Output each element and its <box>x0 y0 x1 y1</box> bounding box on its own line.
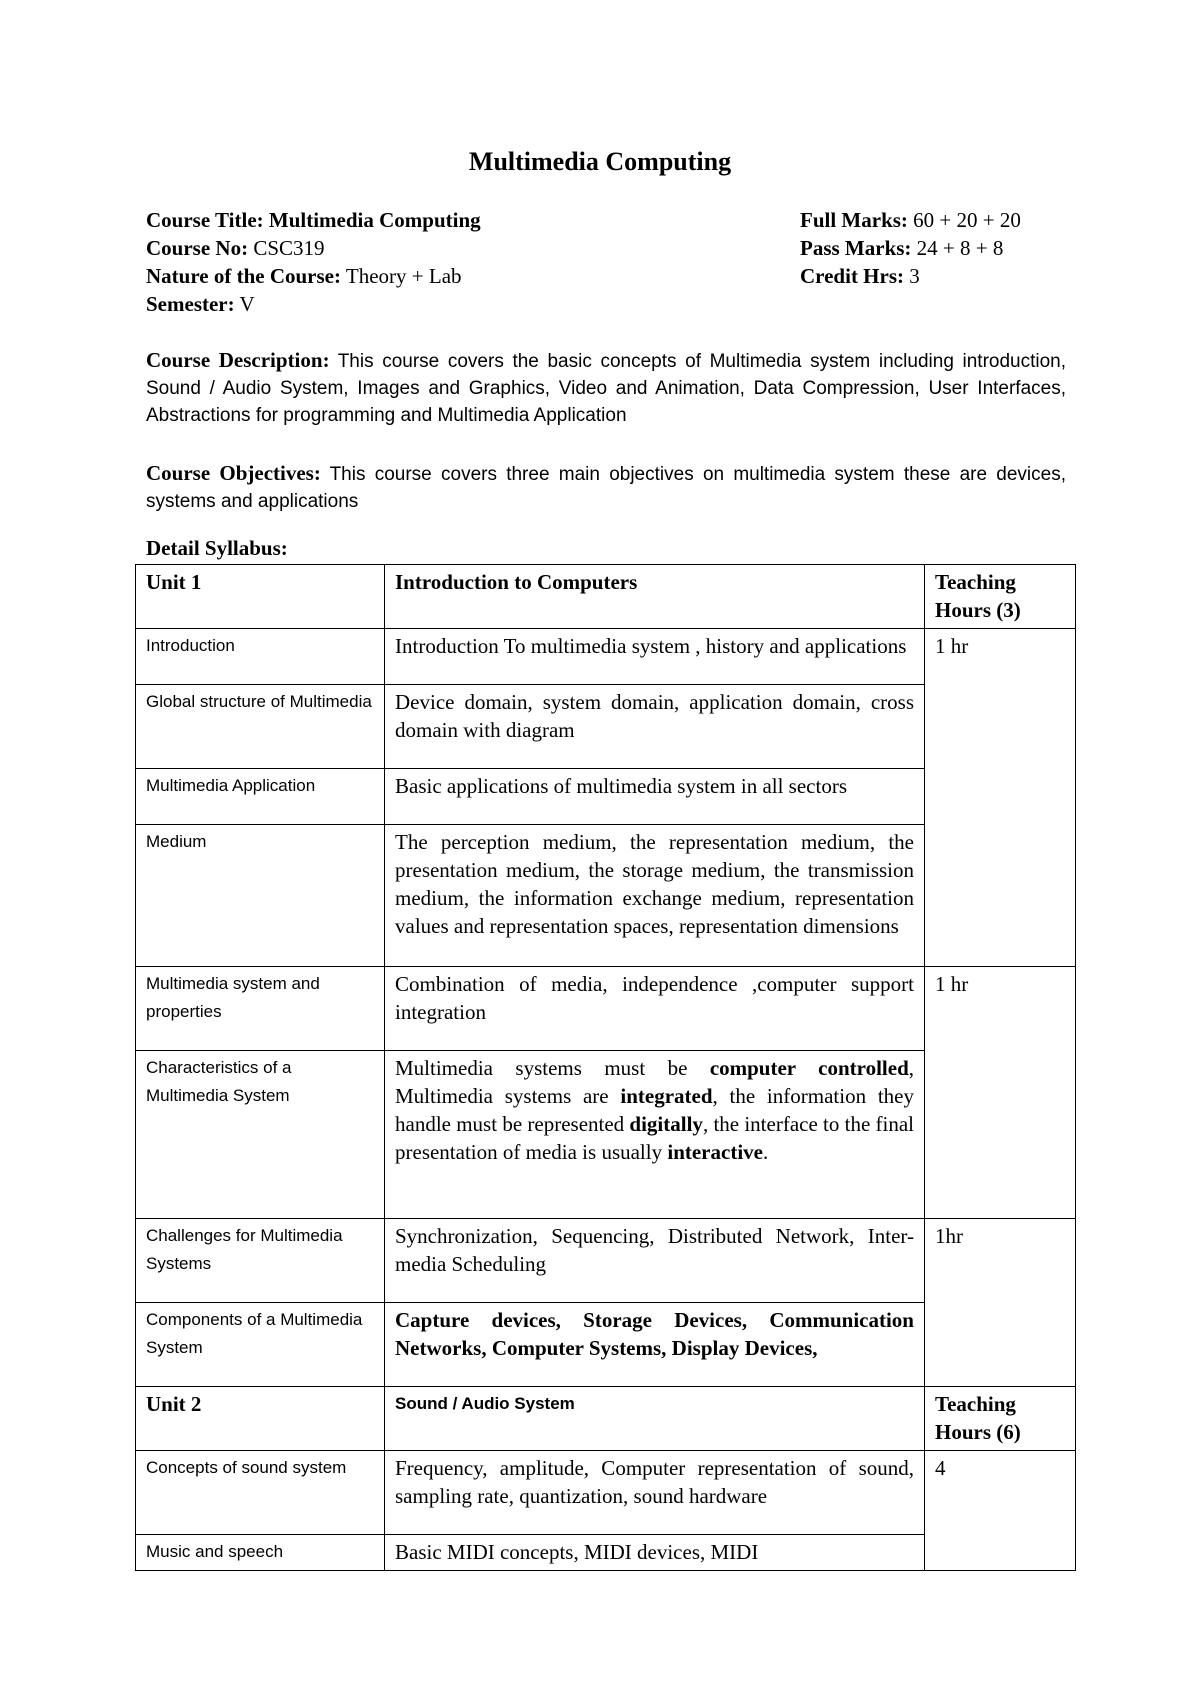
topic-cell: Challenges for Multimedia Systems <box>136 1219 385 1303</box>
topic-cell: Medium <box>136 825 385 967</box>
unit-label: Unit 2 <box>136 1387 385 1451</box>
topic-cell: Concepts of sound system <box>136 1451 385 1535</box>
unit-title: Introduction to Computers <box>385 565 925 629</box>
detail-emphasis: interactive <box>667 1140 763 1164</box>
detail-cell: The perception medium, the representation medium, the presentation medium, the storage medium, the transmission medium, the information exchange medium, representation values and representation spaces, representation dimensions <box>385 825 925 967</box>
hours-cell: 1hr <box>925 1219 1076 1387</box>
detail-cell: Synchronization, Sequencing, Distributed Network, Inter-media Scheduling <box>385 1219 925 1303</box>
hours-cell: 4 <box>925 1451 1076 1571</box>
credit-label: Credit Hrs: <box>800 264 905 288</box>
description-label: Course Description: <box>146 348 330 372</box>
detail-emphasis: digitally <box>629 1112 703 1136</box>
document-title: Multimedia Computing <box>468 147 732 176</box>
detail-text: , Multimedia systems are <box>395 1056 915 1108</box>
detail-emphasis: computer controlled <box>709 1056 909 1080</box>
hours-cell: 1 hr <box>925 629 1076 967</box>
unit-teaching-hours: Teaching Hours (6) <box>925 1387 1076 1451</box>
table-row <box>136 1451 1076 1535</box>
credit-value: 3 <box>909 264 920 288</box>
full-marks-value: 60 + 20 + 20 <box>913 208 1021 232</box>
course-title-value: Multimedia Computing <box>268 208 481 232</box>
syllabus-heading: Detail Syllabus: <box>146 536 288 560</box>
objectives-text: This course covers three main objectives on multimedia system these are devices, systems and applications <box>146 464 1067 512</box>
course-objectives <box>146 460 1066 515</box>
course-no-label: Course No: <box>146 236 249 260</box>
detail-text: , the information they handle must be represented <box>395 1084 914 1136</box>
table-row <box>136 1219 1076 1303</box>
course-description <box>146 347 1066 429</box>
course-meta-right <box>800 206 1021 290</box>
detail-emphasis: integrated <box>620 1084 713 1108</box>
unit-header-row <box>136 1387 1076 1451</box>
semester-value: V <box>239 292 255 316</box>
detail-cell: Basic applications of multimedia system in all sectors <box>385 769 925 825</box>
detail-cell: Basic MIDI concepts, MIDI devices, MIDI <box>385 1535 925 1571</box>
hours-cell: 1 hr <box>925 967 1076 1219</box>
unit-teaching-hours: Teaching Hours (3) <box>925 565 1076 629</box>
syllabus-table <box>135 564 1076 1571</box>
topic-cell: Multimedia Application <box>136 769 385 825</box>
pass-marks-value: 24 + 8 + 8 <box>916 236 1004 260</box>
detail-cell <box>385 1051 925 1219</box>
detail-cell: Capture devices, Storage Devices, Communication Networks, Computer Systems, Display Devices, <box>385 1303 925 1387</box>
semester-line <box>146 290 481 318</box>
topic-cell: Global structure of Multimedia <box>136 685 385 769</box>
course-title-line <box>146 206 481 234</box>
topic-cell: Introduction <box>136 629 385 685</box>
detail-text: , the interface to the final presentation of media is usually <box>395 1112 915 1164</box>
semester-label: Semester: <box>146 292 235 316</box>
credit-line <box>800 262 1021 290</box>
table-row <box>136 629 1076 685</box>
nature-value: Theory + Lab <box>345 264 462 288</box>
unit-title: Sound / Audio System <box>385 1387 925 1451</box>
topic-cell: Components of a Multimedia System <box>136 1303 385 1387</box>
detail-text: . <box>762 1140 769 1164</box>
course-title-label: Course Title: <box>146 208 264 232</box>
course-no-value: CSC319 <box>253 236 325 260</box>
detail-cell: Combination of media, independence ,computer support integration <box>385 967 925 1051</box>
nature-label: Nature of the Course: <box>146 264 341 288</box>
detail-text: Multimedia systems must be <box>395 1056 710 1080</box>
topic-cell: Music and speech <box>136 1535 385 1571</box>
objectives-label: Course Objectives: <box>146 461 321 485</box>
unit-label: Unit 1 <box>136 565 385 629</box>
course-meta-left <box>146 206 481 318</box>
topic-cell: Characteristics of a Multimedia System <box>136 1051 385 1219</box>
description-text: This course covers the basic concepts of Multimedia system including introduction, Sound / Audio System, Images and Graphics, Video and Animation, Data Compression, User Interfaces, Abstractions for programming and Multimedia Application <box>146 351 1067 426</box>
detail-cell: Frequency, amplitude, Computer representation of sound, sampling rate, quantization, sound hardware <box>385 1451 925 1535</box>
unit-header-row <box>136 565 1076 629</box>
pass-marks-label: Pass Marks: <box>800 236 912 260</box>
nature-line <box>146 262 481 290</box>
detail-cell: Introduction To multimedia system , history and applications <box>385 629 925 685</box>
full-marks-label: Full Marks: <box>800 208 908 232</box>
table-row <box>136 967 1076 1051</box>
course-no-line <box>146 234 481 262</box>
pass-marks-line <box>800 234 1021 262</box>
full-marks-line <box>800 206 1021 234</box>
topic-cell: Multimedia system and properties <box>136 967 385 1051</box>
detail-cell: Device domain, system domain, application domain, cross domain with diagram <box>385 685 925 769</box>
